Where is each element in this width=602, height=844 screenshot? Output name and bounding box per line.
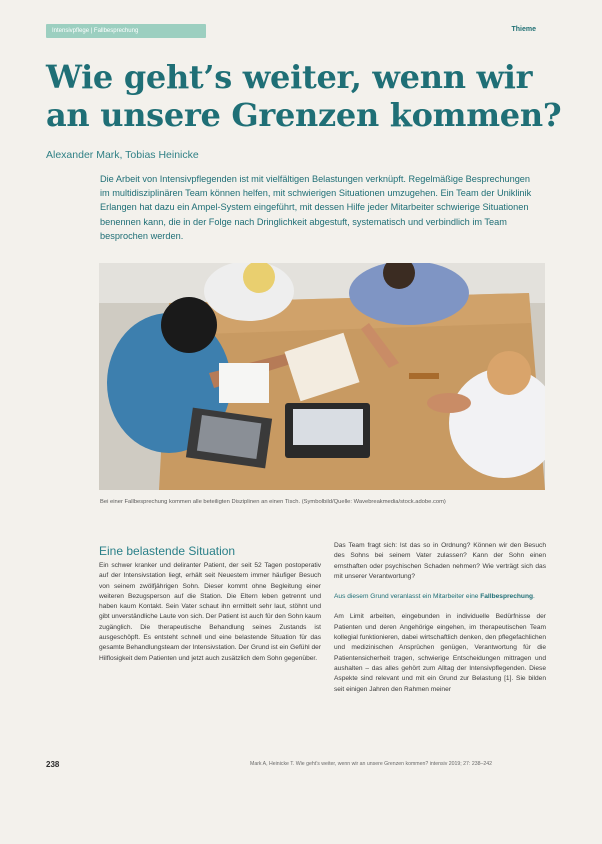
emphasis-bold: Fallbesprechung — [480, 593, 533, 601]
category-bar: Intensivpflege | Fallbesprechung — [46, 24, 206, 38]
right-column — [334, 541, 546, 695]
meeting-photo — [99, 263, 545, 490]
emphasis-prefix: Aus diesem Grund veranlasst ein Mitarbeiter eine — [334, 593, 481, 601]
context-paragraph: Am Limit arbeiten, eingebunden in individuelle Bedürfnisse der Patienten und deren Angehörige eingehen, im therapeutischen Team kollegial funktionieren, dabei wirtschaftlich denken, den pflegefachlichen und medizinischen Ansprüchen genügen, Verantwortung für die Patientensicherheit tragen, schwierige Entscheidungen mittragen und aushalten – das alles gehört zum Alltag der Intensivpflegenden. Diese Aspekte sind relevant und mit ein Grund zur Belastung [1]. Sie bilden seit einigen Jahren den Rahmen meiner — [334, 613, 546, 693]
page-number: 238 — [46, 760, 60, 769]
emphasis-paragraph — [334, 592, 546, 602]
article-title: Wie geht’s weiter, wenn wir an unsere Grenzen kommen? — [46, 58, 562, 134]
citation: Mark A, Heinicke T. Wie geht’s weiter, wenn wir an unsere Grenzen kommen? intensiv 2019; 27: 238–242 — [250, 761, 493, 767]
left-column — [99, 544, 321, 664]
article-lead: Die Arbeit von Intensivpflegenden ist mit vielfältigen Belastungen verknüpft. Regelmäßige Besprechungen im multidisziplinären Team können helfen, mit schwierigen Situationen umzugehen. Ein Team der Uniklinik Erlangen hat dazu ein Ampel-System eingeführt, mit dessen Hilfe jeder Mitarbeiter schwierige Situationen benennen kann, die in der Folge nach Dringlichkeit abgestuft, systematisch und verbindlich im Team besprochen werden. — [100, 174, 532, 241]
questions-paragraph: Das Team fragt sich: Ist das so in Ordnung? Können wir den Besuch des Sohns bei seinem Vater zulassen? Kann der Sohn einen ernsthaften oder psychischen Schaden nehmen? Wie verträgt sich das mit unserer Verantwortung? — [334, 542, 546, 580]
section-heading: Eine belastende Situation — [99, 544, 236, 558]
section-body: Ein schwer kranker und deliranter Patient, der seit 52 Tagen postoperativ auf der Intensivstation liegt, erhält seit Neuestem immer häufiger Besuch von seinem zwölfjährigen Sohn. Dieser kommt ohne Begleitung einer weiteren Bezugsperson auf die Station. Die Eltern leben getrennt und haben kaum Kontakt. Sein Vater schaut ihn ermittelt sehr laut, stöhnt und gibt unverständliche Laute von sich. Der Patient ist auch für den Sohn kaum zugänglich. Die therapeutische Behandlung seines Zustands ist ausgeschöpft. Es entsteht schnell und eine belastende Situation für das gesamte Behandlungsteam der Intensivstation. Der Grund ist ein Gefühl der Hilflosigkeit dem Patienten und jetzt auch zusätzlich dem Sohn gegenüber. — [99, 562, 321, 662]
photo-caption: Bei einer Fallbesprechung kommen alle beteiligten Disziplinen an einen Tisch. (Symbolbild/Quelle: Wavebreakmedia/stock.adobe.com) — [100, 499, 446, 505]
publisher-label: Thieme — [511, 26, 536, 33]
meeting-photo-illustration — [99, 263, 545, 490]
article-authors: Alexander Mark, Tobias Heinicke — [46, 149, 199, 161]
emphasis-suffix: . — [533, 593, 535, 601]
